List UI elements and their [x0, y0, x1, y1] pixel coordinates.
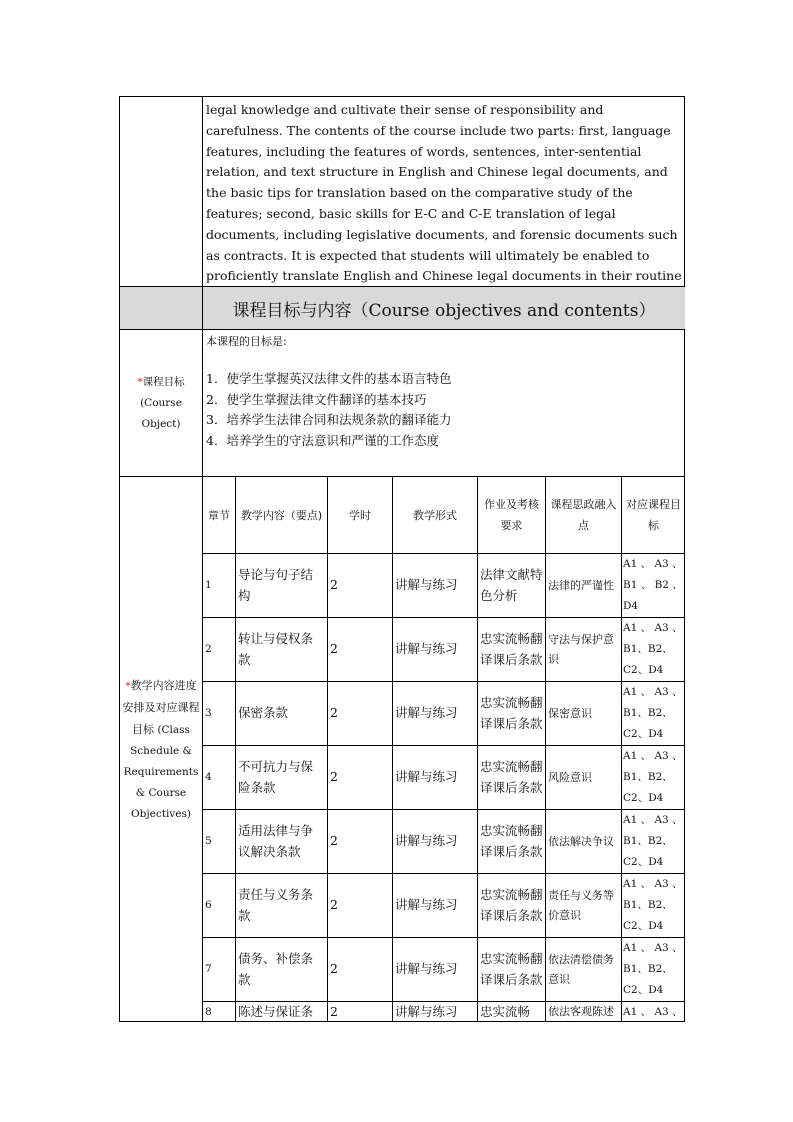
header-targets: 对应课程目标: [621, 476, 685, 553]
schedule-cell-ideology: 保密意识: [545, 681, 621, 745]
schedule-cell-form: 讲解与练习: [392, 809, 477, 873]
schedule-cell-targets: A1 、 A3 、B1、B2、C2、D4: [621, 809, 685, 873]
schedule-label: [119, 476, 202, 1022]
objectives-content: [202, 329, 685, 476]
schedule-cell-ideology: 依法客观陈述: [545, 1001, 621, 1022]
objectives-label: [119, 329, 202, 476]
header-content: 教学内容（要点): [235, 476, 327, 553]
schedule-cell-targets: A1 、 A3 、B1、B2、C2、D4: [621, 745, 685, 809]
schedule-cell-form: 讲解与练习: [392, 617, 477, 681]
schedule-cell-form: 讲解与练习: [392, 937, 477, 1001]
schedule-cell-homework: 忠实流畅翻译课后条款: [477, 873, 545, 937]
schedule-cell-homework: 忠实流畅: [477, 1001, 545, 1022]
objective-item: 1．使学生掌握英汉法律文件的基本语言特色: [206, 371, 452, 386]
schedule-label-en: (Class Schedule & Requirements & Course Objectives): [123, 723, 199, 820]
course-description: legal knowledge and cultivate their sense of responsibility and carefulness. The contents of the course include two parts: first, language features, including the features of words, sentences, inter-sentential relation, and text structure in English and Chinese legal documents, and the basic tips for translation based on the comparative study of the features; second, basic skills for E-C and C-E translation of legal documents, including legislative documents, and forensic documents such as contracts. It is expected that students will ultimately be enabled to proficiently translate English and Chinese legal documents in their routine: [202, 96, 685, 286]
section-title-zh: 课程目标与内容: [232, 300, 352, 321]
section-band-left: [119, 286, 202, 329]
section-title-en: （Course objectives and contents）: [351, 300, 656, 321]
schedule-cell-hours: 2: [327, 937, 392, 1001]
objective-item: 2．使学生掌握法律文件翻译的基本技巧: [206, 391, 427, 407]
objectives-label-zh: 课程目标: [142, 375, 185, 388]
schedule-cell-homework: 忠实流畅翻译课后条款: [477, 809, 545, 873]
schedule-cell-hours: 2: [327, 681, 392, 745]
schedule-cell-form: 讲解与练习: [392, 1001, 477, 1022]
schedule-cell-homework: 忠实流畅翻译课后条款: [477, 937, 545, 1001]
schedule-cell-hours: 2: [327, 809, 392, 873]
schedule-cell-ideology: 责任与义务等价意识: [545, 873, 621, 937]
schedule-cell-targets: A1 、 A3 、B1、B2、C2、D4: [621, 617, 685, 681]
header-form: 教学形式: [392, 476, 477, 553]
schedule-cell-chapter: 4: [202, 745, 235, 809]
schedule-cell-chapter: 1: [202, 553, 235, 617]
schedule-cell-form: 讲解与练习: [392, 553, 477, 617]
schedule-cell-hours: 2: [327, 873, 392, 937]
section-title: [202, 286, 685, 329]
schedule-cell-content: 陈述与保证条: [235, 1001, 327, 1022]
schedule-cell-homework: 法律文献特色分析: [477, 553, 545, 617]
header-homework: 作业及考核要求: [477, 476, 545, 553]
required-star: *: [125, 679, 131, 692]
schedule-label-zh: 教学内容进度安排及对应课程目标: [122, 678, 200, 736]
schedule-cell-chapter: 7: [202, 937, 235, 1001]
objective-item: 3．培养学生法律合同和法规条款的翻译能力: [206, 412, 452, 427]
schedule-cell-ideology: 依法清偿债务意识: [545, 937, 621, 1001]
schedule-cell-targets: A1 、 A3 、: [621, 1001, 685, 1022]
objective-item: 4．培养学生的守法意识和严谨的工作态度: [206, 432, 439, 448]
schedule-cell-homework: 忠实流畅翻译课后条款: [477, 745, 545, 809]
schedule-cell-targets: A1 、 A3 、B1 、 B2 、D4: [621, 553, 685, 617]
schedule-cell-form: 讲解与练习: [392, 745, 477, 809]
schedule-cell-ideology: 依法解决争议: [545, 809, 621, 873]
schedule-cell-ideology: 法律的严谨性: [545, 553, 621, 617]
schedule-cell-form: 讲解与练习: [392, 681, 477, 745]
schedule-cell-content: 保密条款: [235, 681, 327, 745]
schedule-cell-homework: 忠实流畅翻译课后条款: [477, 681, 545, 745]
header-ideology: 课程思政融入点: [545, 476, 621, 553]
required-star: *: [137, 375, 143, 388]
course-table: [119, 96, 685, 1022]
schedule-cell-hours: 2: [327, 1001, 392, 1022]
schedule-cell-content: 责任与义务条款: [235, 873, 327, 937]
schedule-cell-chapter: 5: [202, 809, 235, 873]
schedule-cell-targets: A1 、 A3 、B1、B2、C2、D4: [621, 681, 685, 745]
objectives-intro: 本课程的目标是:: [206, 335, 287, 348]
schedule-cell-ideology: 风险意识: [545, 745, 621, 809]
schedule-cell-content: 转让与侵权条款: [235, 617, 327, 681]
schedule-cell-chapter: 3: [202, 681, 235, 745]
schedule-cell-chapter: 2: [202, 617, 235, 681]
schedule-cell-chapter: 6: [202, 873, 235, 937]
schedule-cell-form: 讲解与练习: [392, 873, 477, 937]
schedule-cell-targets: A1 、 A3 、B1、B2、C2、D4: [621, 873, 685, 937]
schedule-cell-content: 债务、补偿条款: [235, 937, 327, 1001]
schedule-cell-content: 适用法律与争议解决条款: [235, 809, 327, 873]
schedule-cell-content: 导论与句子结构: [235, 553, 327, 617]
schedule-cell-hours: 2: [327, 617, 392, 681]
header-chapter: 章节: [202, 476, 235, 553]
schedule-cell-hours: 2: [327, 553, 392, 617]
schedule-cell-chapter: 8: [202, 1001, 235, 1022]
schedule-cell-ideology: 守法与保护意识: [545, 617, 621, 681]
schedule-cell-homework: 忠实流畅翻译课后条款: [477, 617, 545, 681]
intro-label-cell: [119, 96, 202, 286]
schedule-cell-targets: A1 、 A3 、B1、B2、C2、D4: [621, 937, 685, 1001]
header-hours: 学时: [327, 476, 392, 553]
schedule-cell-hours: 2: [327, 745, 392, 809]
objectives-label-en: (Course Object): [140, 396, 182, 430]
schedule-cell-content: 不可抗力与保险条款: [235, 745, 327, 809]
